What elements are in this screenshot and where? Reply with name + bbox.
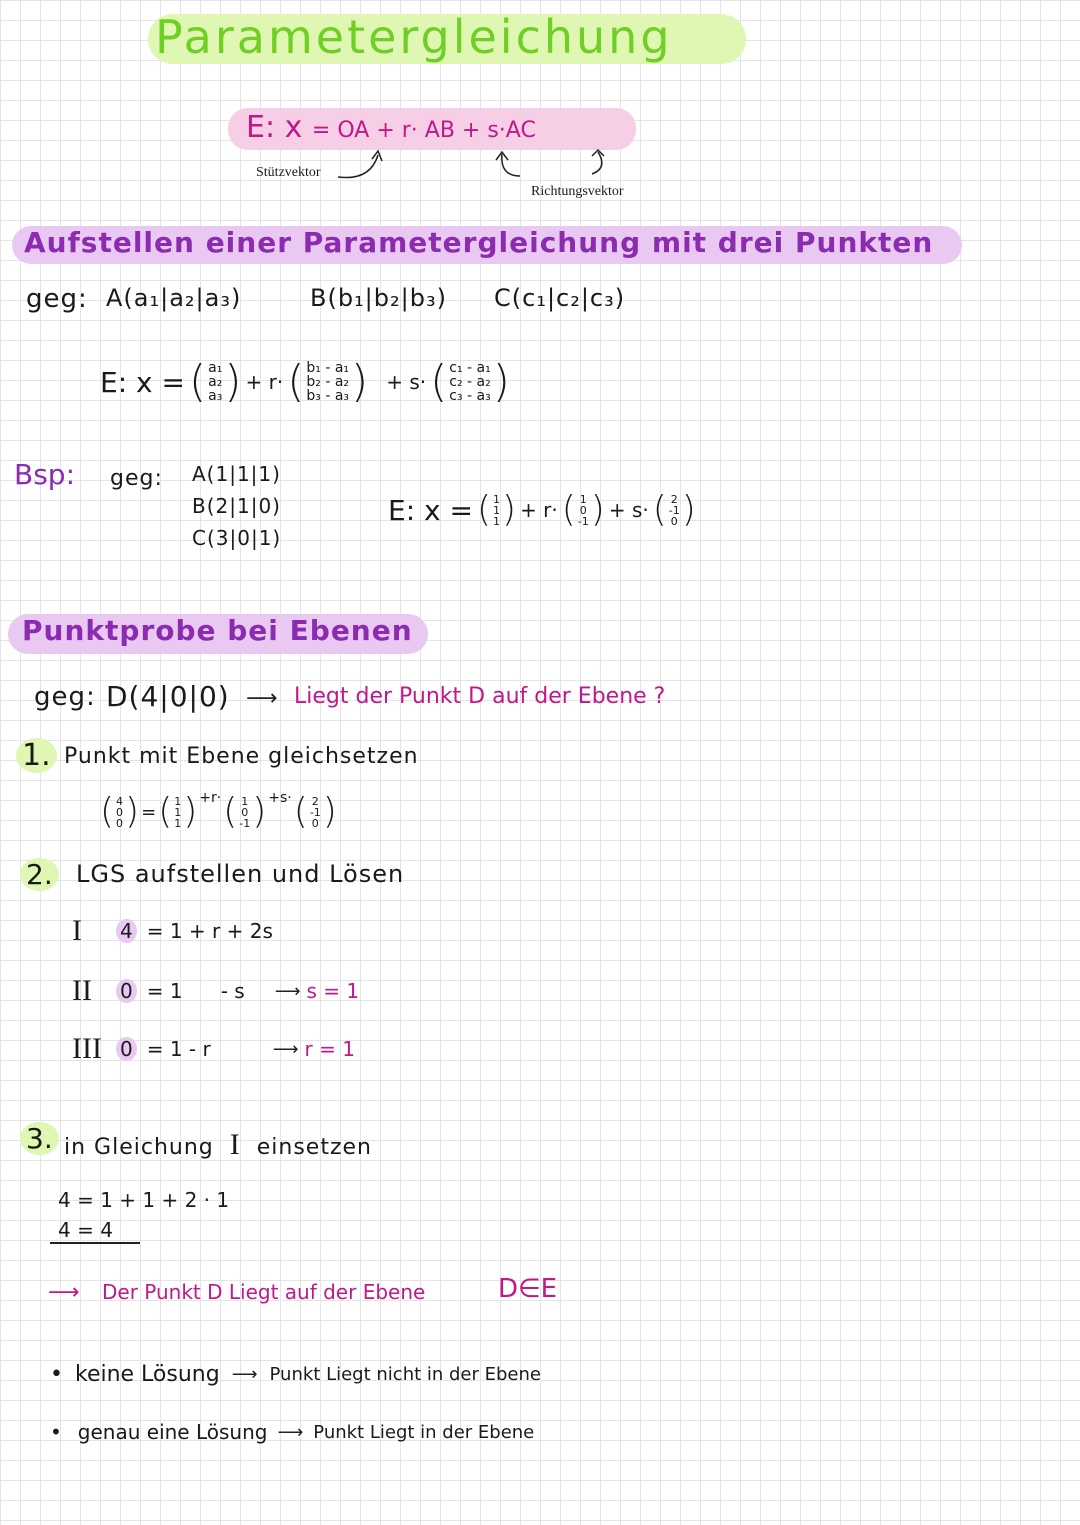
example-given-label: geg: bbox=[110, 466, 163, 491]
general-s: + s· bbox=[386, 370, 427, 394]
stuetzvektor-arrow bbox=[330, 145, 390, 185]
step3-text-b: einsetzen bbox=[256, 1135, 372, 1160]
step1-text: Punkt mit Ebene gleichsetzen bbox=[64, 744, 419, 769]
bullet-right: Punkt Liegt nicht in der Ebene bbox=[269, 1364, 541, 1385]
row-result: r = 1 bbox=[304, 1037, 355, 1061]
conclusion-arrow: ⟶ bbox=[48, 1280, 80, 1305]
bullet-arrow: ⟶ bbox=[231, 1364, 258, 1385]
example-equation bbox=[388, 488, 696, 532]
vector-entry: 1 bbox=[174, 816, 182, 830]
vector-entry: -1 bbox=[668, 503, 680, 517]
richtung-arrow-2 bbox=[586, 146, 616, 180]
lgs-row-1 bbox=[72, 914, 273, 948]
vector-entry: 0 bbox=[579, 503, 587, 517]
equation-lhs: E: bbox=[246, 110, 276, 145]
general-equation bbox=[100, 356, 510, 407]
vector-entry: b₂ - a₂ bbox=[306, 374, 350, 390]
bullet-arrow: ⟶ bbox=[277, 1421, 304, 1443]
example-s: + s· bbox=[608, 498, 649, 522]
vector-entry: c₂ - a₂ bbox=[449, 374, 491, 390]
step2-text: LGS aufstellen und Lösen bbox=[76, 860, 405, 888]
step1-num: 1. bbox=[16, 738, 57, 773]
vector-entry: 2 bbox=[670, 492, 678, 506]
step1-number bbox=[16, 738, 57, 773]
example-vector-ab: ( 1 0 -1 ) bbox=[561, 489, 605, 530]
vector-entry: 1 bbox=[493, 514, 501, 528]
row-arrow: ⟶ bbox=[272, 1038, 299, 1060]
point-c-general: C(c₁|c₂|c₃) bbox=[494, 284, 626, 312]
step1-vector-a: ( 1 1 1 ) bbox=[158, 791, 198, 832]
conclusion-symbol: D∈E bbox=[498, 1274, 558, 1304]
bullet-left: genau eine Lösung bbox=[77, 1420, 268, 1444]
row-rhs: = 1 + r + 2s bbox=[146, 919, 273, 943]
vector-entry: -1 bbox=[239, 816, 251, 830]
step1-r: +r· bbox=[199, 790, 222, 806]
row-rhs: = 1 - s bbox=[146, 979, 245, 1003]
example-r: + r· bbox=[520, 498, 558, 522]
row-lhs: 0 bbox=[116, 1037, 137, 1061]
bullet-left: keine Lösung bbox=[74, 1362, 220, 1387]
parameter-equation bbox=[246, 110, 536, 145]
vector-entry: 4 bbox=[116, 794, 124, 808]
example-point-b: B(2|1|0) bbox=[192, 494, 281, 518]
vector-entry: a₃ bbox=[208, 388, 223, 404]
richtungsvektor-label: Richtungsvektor bbox=[531, 184, 624, 199]
step1-vector-ac: ( 2 -1 0 ) bbox=[293, 791, 337, 832]
vector-entry: 1 bbox=[493, 503, 501, 517]
step1-vector-d: ( 4 0 0 ) bbox=[100, 791, 140, 832]
row-rhs: = 1 - r bbox=[146, 1037, 211, 1061]
bullet-dot: • bbox=[50, 1420, 62, 1444]
stuetzvektor-label: Stützvektor bbox=[256, 165, 321, 180]
given-label: geg: bbox=[26, 284, 88, 314]
step3-line1: 4 = 1 + 1 + 2 · 1 bbox=[58, 1188, 230, 1212]
question-arrow: ⟶ bbox=[246, 686, 278, 711]
bullet-right: Punkt Liegt in der Ebene bbox=[313, 1421, 535, 1443]
step3-text bbox=[64, 1128, 372, 1162]
vector-entry: -1 bbox=[577, 514, 589, 528]
general-prefix: E: x = bbox=[100, 365, 185, 399]
vector-entry: b₃ - a₃ bbox=[306, 388, 350, 404]
vector-entry: a₁ bbox=[208, 360, 223, 376]
lgs-row-2 bbox=[72, 974, 359, 1008]
vector-entry: 0 bbox=[241, 805, 249, 819]
step1-vector-ab: ( 1 0 -1 ) bbox=[223, 791, 267, 832]
row-arrow: ⟶ bbox=[274, 980, 301, 1002]
step3-text-a: in Gleichung bbox=[64, 1135, 214, 1160]
general-vector-ac: ( c₁ - a₁ c₂ - a₂ c₃ - a₃ ) bbox=[430, 356, 510, 407]
vector-entry: 0 bbox=[116, 805, 124, 819]
vector-entry: -1 bbox=[309, 805, 321, 819]
step3-number bbox=[20, 1122, 59, 1155]
row-result: s = 1 bbox=[306, 979, 360, 1003]
row-roman: III bbox=[72, 1032, 102, 1065]
bullet-2 bbox=[50, 1420, 534, 1444]
vector-entry: 1 bbox=[174, 805, 182, 819]
example-vector-a: ( 1 1 1 ) bbox=[476, 489, 517, 530]
vector-entry: 0 bbox=[311, 816, 319, 830]
lgs-row-3 bbox=[72, 1032, 355, 1066]
step3-line2: 4 = 4 bbox=[58, 1218, 113, 1242]
example-point-a: A(1|1|1) bbox=[192, 462, 281, 486]
bullet-dot: • bbox=[50, 1362, 63, 1387]
vector-entry: 0 bbox=[116, 816, 124, 830]
point-question: Liegt der Punkt D auf der Ebene ? bbox=[294, 684, 666, 709]
example-label: Bsp: bbox=[14, 458, 76, 491]
point-d: D(4|0|0) bbox=[106, 680, 230, 713]
step3-underline bbox=[50, 1242, 140, 1244]
step1-equals: = bbox=[141, 801, 157, 823]
general-vector-ab: ( b₁ - a₁ b₂ - a₂ b₃ - a₃ ) bbox=[287, 356, 369, 407]
vector-entry: c₁ - a₁ bbox=[449, 360, 491, 376]
vector-entry: 1 bbox=[579, 492, 587, 506]
conclusion-text: Der Punkt D Liegt auf der Ebene bbox=[102, 1280, 426, 1304]
vector-entry: a₂ bbox=[208, 374, 223, 390]
step2-number bbox=[20, 858, 59, 891]
section2-heading: Punktprobe bei Ebenen bbox=[22, 614, 413, 647]
example-vector-ac: ( 2 -1 0 ) bbox=[652, 489, 696, 530]
vector-entry: 2 bbox=[311, 794, 319, 808]
step1-equation bbox=[100, 790, 337, 834]
step1-s: +s· bbox=[268, 790, 292, 806]
equation-x: x bbox=[284, 110, 303, 145]
row-roman: II bbox=[72, 974, 92, 1007]
step2-num: 2. bbox=[20, 858, 59, 891]
vector-entry: c₃ - a₃ bbox=[449, 388, 491, 404]
vector-entry: 1 bbox=[493, 492, 501, 506]
example-point-c: C(3|0|1) bbox=[192, 526, 282, 550]
vector-entry: 0 bbox=[670, 514, 678, 528]
richtung-arrow-1 bbox=[490, 148, 530, 184]
page-title: Parametergleichung bbox=[155, 10, 673, 64]
step3-num: 3. bbox=[20, 1122, 59, 1155]
section2-given-label: geg: bbox=[34, 682, 96, 712]
point-a-general: A(a₁|a₂|a₃) bbox=[106, 284, 242, 312]
bullet-1 bbox=[50, 1362, 541, 1387]
vector-entry: 1 bbox=[174, 794, 182, 808]
step3-roman: I bbox=[229, 1128, 241, 1161]
row-lhs: 4 bbox=[116, 919, 137, 943]
point-b-general: B(b₁|b₂|b₃) bbox=[310, 284, 447, 312]
row-lhs: 0 bbox=[116, 979, 137, 1003]
general-vector-a: ( a₁ a₂ a₃ ) bbox=[188, 356, 242, 407]
row-roman: I bbox=[72, 914, 82, 947]
equation-rhs: = OA + r· AB + s·AC bbox=[311, 118, 536, 143]
vector-entry: 1 bbox=[241, 794, 249, 808]
general-r: + r· bbox=[245, 370, 284, 394]
example-prefix: E: x = bbox=[388, 493, 473, 527]
vector-entry: b₁ - a₁ bbox=[306, 360, 350, 376]
section1-heading: Aufstellen einer Parametergleichung mit drei Punkten bbox=[24, 226, 934, 259]
